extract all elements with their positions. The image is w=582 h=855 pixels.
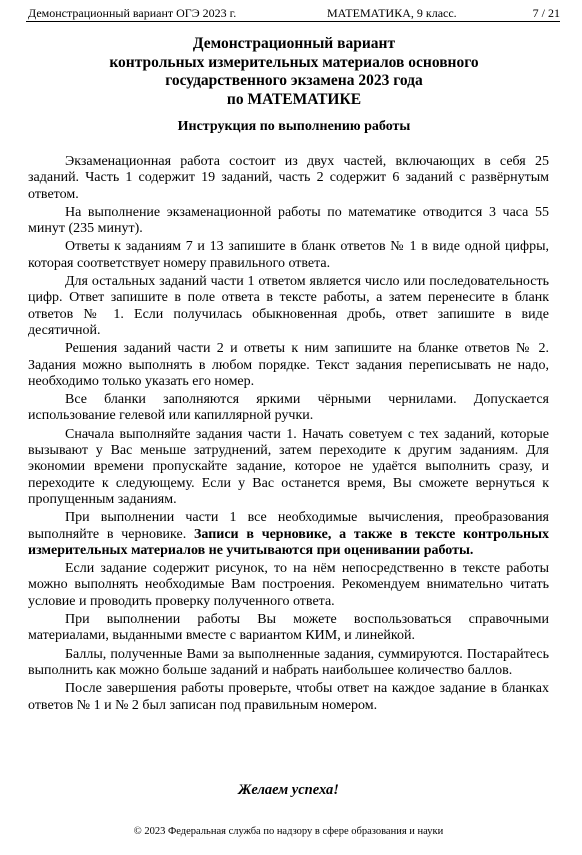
instruction-paragraph (28, 647, 549, 680)
paragraph-text: При выполнении части 1 все необходимые вычисления, преобразования выполняйте в черновике. (28, 510, 549, 542)
paragraph-text: Экзаменационная работа состоит из двух частей, включающих в себя 25 заданий. Часть 1 содержит 19 заданий, часть 2 содержит 6 заданий с развёрнутым ответом. (28, 154, 549, 202)
instruction-paragraph (28, 205, 549, 238)
header-page-number: 7 / 21 (532, 6, 560, 20)
closing-wish: Желаем успеха! (238, 782, 339, 798)
title-line: по МАТЕМАТИКЕ (226, 90, 362, 108)
paragraph-text: Баллы, полученные Вами за выполненные задания, суммируются. Постарайтесь выполнить как можно больше заданий и набрать наибольшее количество баллов. (28, 646, 549, 678)
paragraph-text: Для остальных заданий части 1 ответом является число или последовательность цифр. Ответ запишите в поле ответа в тексте работы, а затем перенесите в бланк ответов № 1. Если получилась обыкновенная дробь, ответ запишите в виде десятичной. (28, 274, 549, 338)
paragraph-text: После завершения работы проверьте, чтобы ответ на каждое задание в бланках ответов № 1 и № 2 был записан под правильным номером. (28, 681, 549, 713)
header-exam-title: Демонстрационный вариант ОГЭ 2023 г. (28, 6, 237, 20)
header-divider (26, 21, 560, 22)
title-line: контрольных измерительных материалов основного (109, 53, 479, 71)
instruction-paragraph (28, 612, 549, 645)
instruction-paragraph (28, 239, 549, 272)
instruction-paragraph (28, 274, 549, 339)
copyright-footer: © 2023 Федеральная служба по надзору в сфере образования и науки (133, 826, 444, 837)
paragraph-text: Сначала выполняйте задания части 1. Начать советуем с тех заданий, которые вызывают у Вас меньше затруднений, затем переходите к другим заданиям. Для экономии времени пропускайте задание, которое не удаётся выполнить сразу, и переходите к следующему. Если у Вас останется время, Вы сможете вернуться к пропущенным заданиям. (28, 426, 549, 507)
paragraph-text: Все бланки заполняются яркими чёрными чернилами. Допускается использование гелевой или капиллярной ручки. (28, 392, 549, 424)
paragraph-text: Ответы к заданиям 7 и 13 запишите в бланк ответов № 1 в виде одной цифры, которая соответствует номеру правильного ответа. (28, 239, 549, 271)
instruction-paragraph (28, 427, 549, 508)
document-title (28, 35, 560, 109)
instruction-paragraph (28, 392, 549, 425)
paragraph-text: Решения заданий части 2 и ответы к ним запишите на бланке ответов № 2. Задания можно выполнять в любом порядке. Текст задания переписывать не надо, необходимо только указать его номер. (28, 341, 549, 389)
instructions-body (28, 154, 549, 716)
header-subject: МАТЕМАТИКА, 9 класс. (327, 6, 457, 20)
instruction-paragraph (28, 510, 549, 559)
paragraph-text: На выполнение экзаменационной работы по математике отводится 3 часа 55 минут (235 минут). (28, 204, 549, 237)
title-line: государственного экзамена 2023 года (165, 72, 423, 89)
instruction-paragraph (28, 154, 549, 203)
title-line: Демонстрационный вариант (192, 35, 396, 52)
paragraph-bold-text: Записи в черновике, а также в тексте контрольных измерительных материалов не учитываются при оценивании работы. (28, 526, 549, 558)
paragraph-text: При выполнении работы Вы можете воспользоваться справочными материалами, выданными вместе с вариантом КИМ, и линейкой. (28, 612, 549, 644)
instructions-heading: Инструкция по выполнению работы (177, 119, 411, 134)
instruction-paragraph (28, 681, 549, 714)
page-header (28, 6, 560, 20)
instruction-paragraph (28, 561, 549, 610)
instruction-paragraph (28, 341, 549, 390)
paragraph-text: Если задание содержит рисунок, то на нём непосредственно в тексте работы можно выполнять необходимые Вам построения. Рекомендуем внимательно читать условие и проводить проверку полученного ответа. (28, 561, 549, 609)
